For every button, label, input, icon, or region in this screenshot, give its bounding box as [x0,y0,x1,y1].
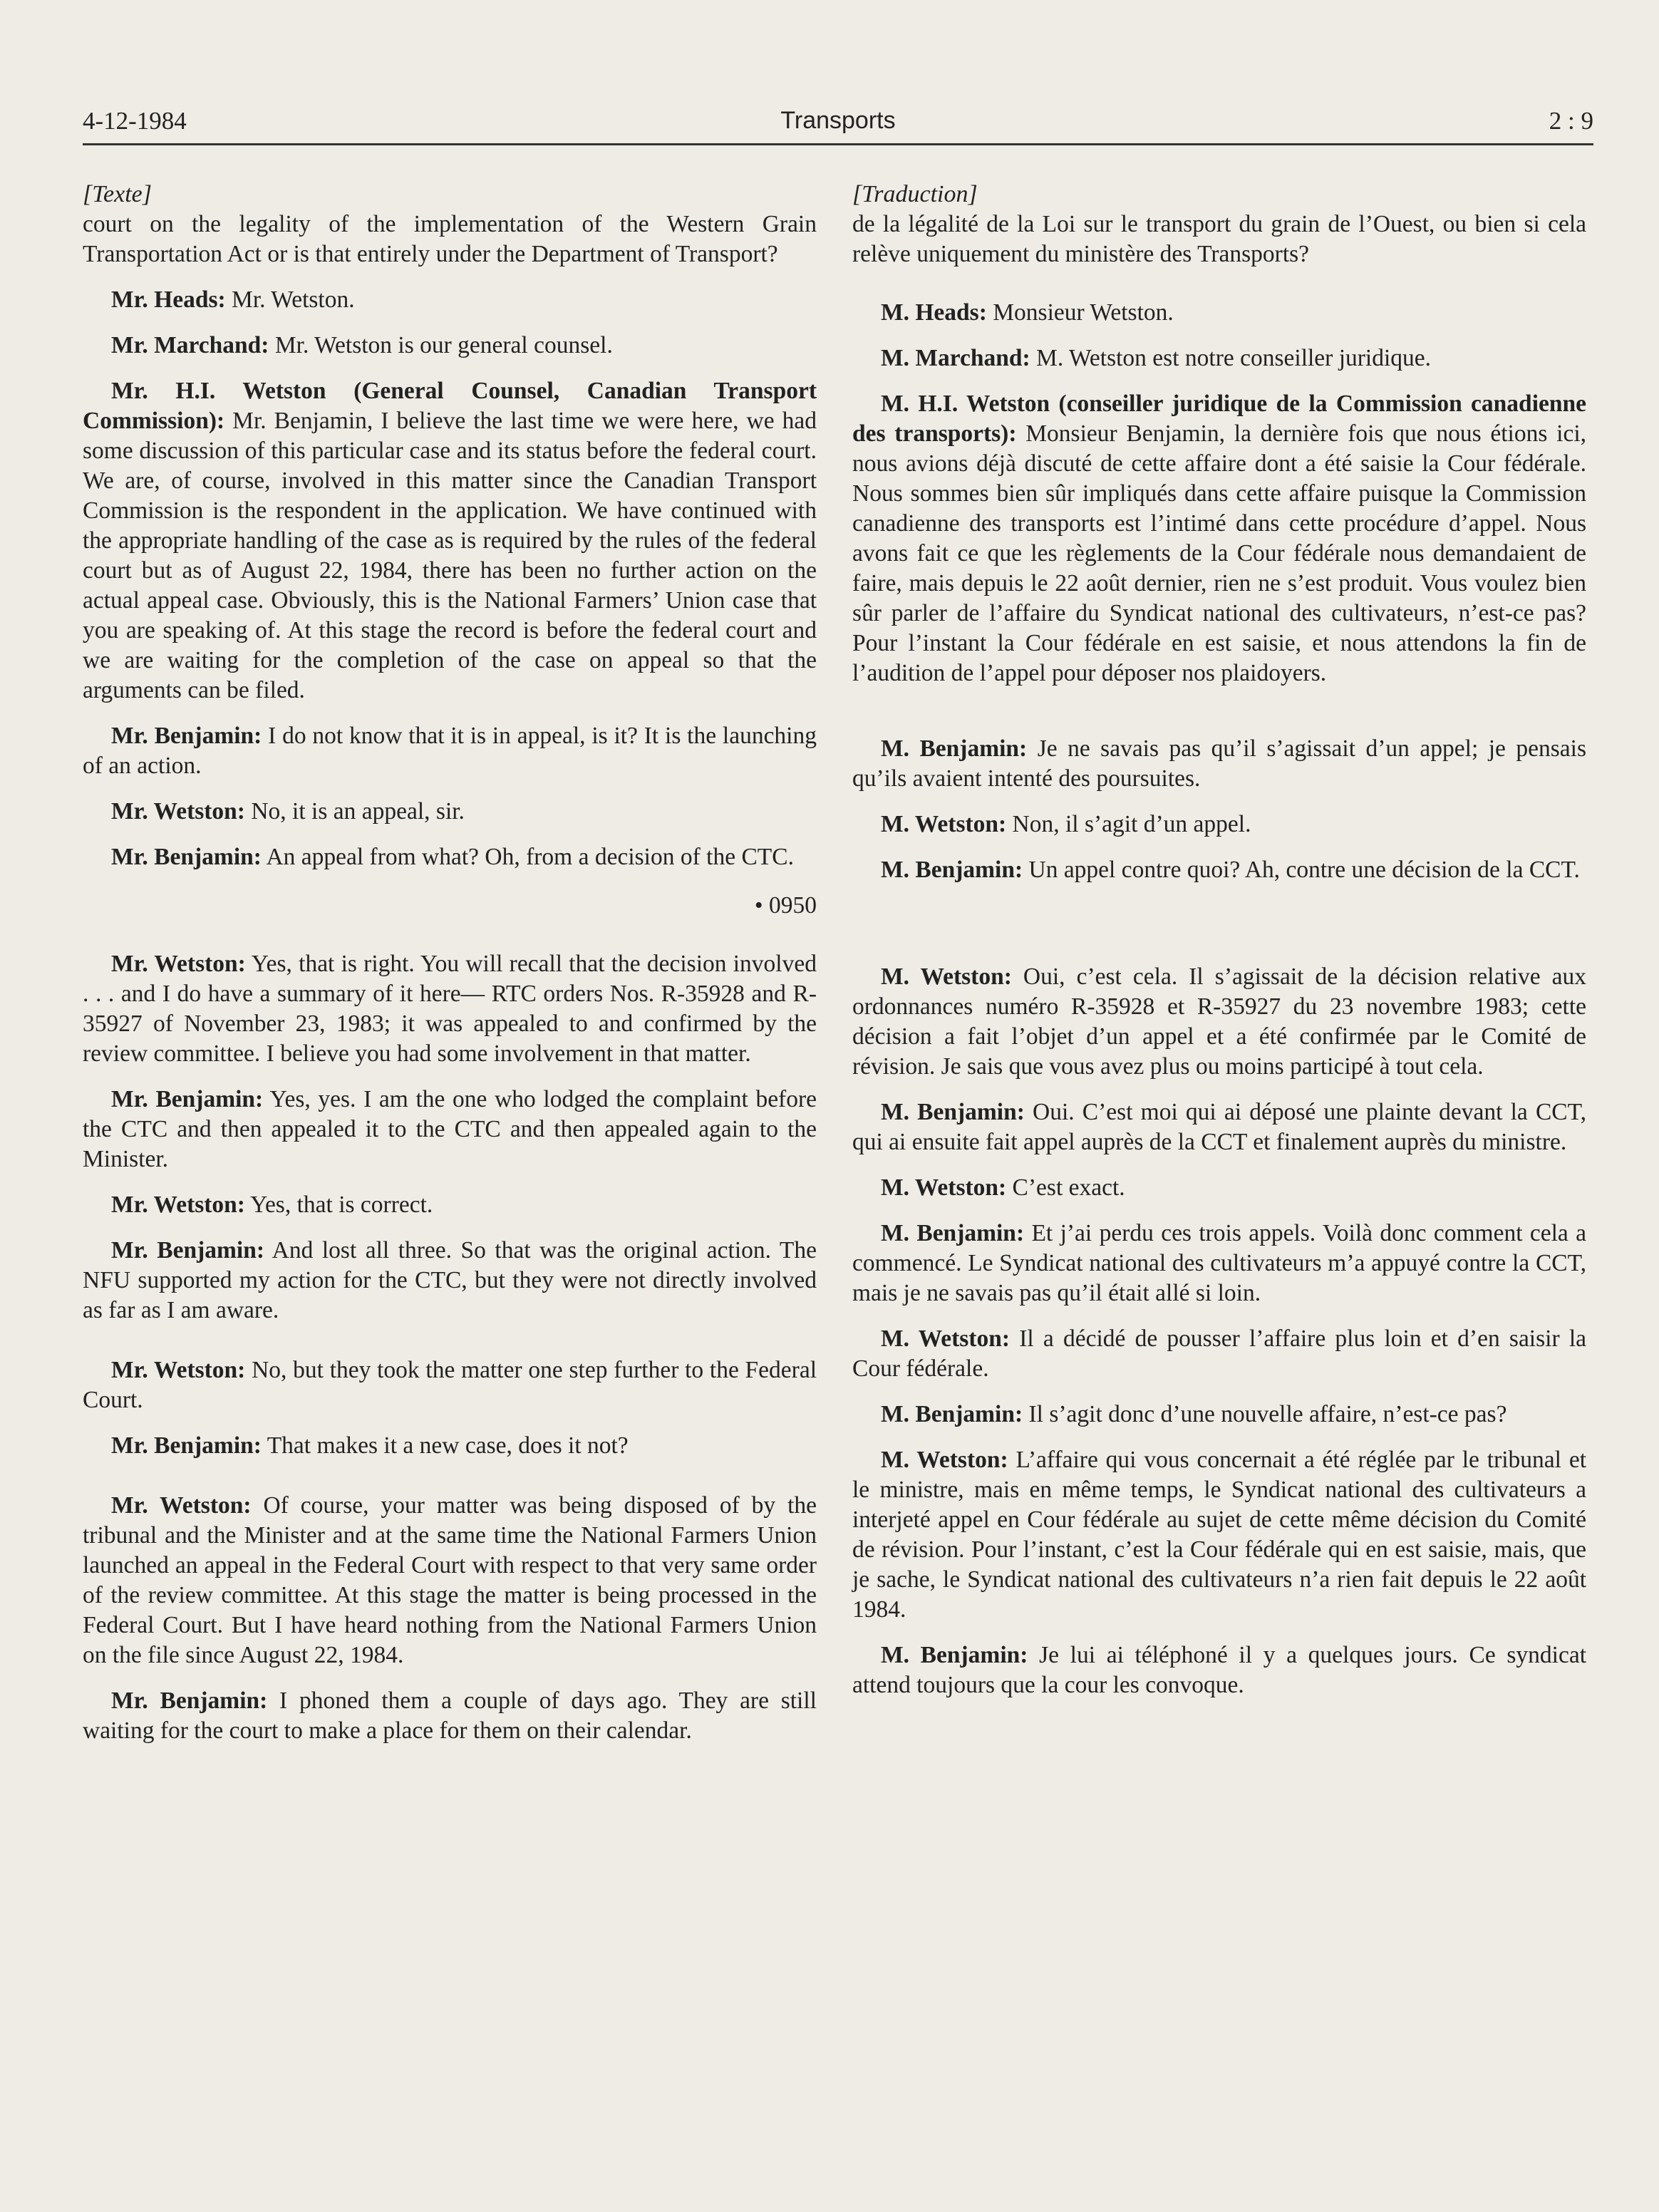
speech-paragraph: M. Benjamin: Je ne savais pas qu’il s’agissait d’un appel; je pensais qu’ils avaient intenté des poursuites. [852,735,1586,792]
speech-paragraph: Mr. Wetston: Yes, that is correct. [111,1192,433,1218]
speech-paragraph: M. Wetston: Oui, c’est cela. Il s’agissait de la décision relative aux ordonnances numéro R-35928 et R-35927 du 23 novembre 1983; cette décision a fait l’objet d’un appel et a été confirmée par le Comité de révision. Je sais que vous avez plus ou moins participé à tout cela. [852,963,1586,1080]
intro-paragraph: court on the legality of the implementation of the Western Grain Transportation Act or is that entirely under the Department of Transport? [83,211,817,267]
page-header [83,107,1593,144]
speech-paragraph: Mr. Benjamin: An appeal from what? Oh, from a decision of the CTC. [111,844,794,870]
header-page-number: 2 : 9 [1549,107,1593,135]
speech-paragraph: M. Benjamin: Et j’ai perdu ces trois appels. Voilà donc comment cela a commencé. Le Syndicat national des cultivateurs m’a appuyé contre la CCT, mais je ne savais pas qu’il était allé si loin. [852,1220,1587,1306]
time-marker: • 0950 [754,892,817,919]
column-marker: [Traduction] [852,181,978,207]
speech-paragraph: Mr. Benjamin: That makes it a new case, does it not? [111,1432,629,1459]
speech-paragraph: Mr. Wetston: Yes, that is right. You will recall that the decision involved . . . and I do have a summary of it here— RTC orders Nos. R-35928 and R-35927 of November 23, 1983; it was appealed to and confirmed by the review committee. I believe you had some involvement in that matter. [83,951,817,1067]
speech-paragraph: M. Benjamin: Il s’agit donc d’une nouvelle affaire, n’est-ce pas? [881,1401,1507,1427]
header-date: 4-12-1984 [83,107,187,135]
speech-paragraph: Mr. Wetston: No, it is an appeal, sir. [111,798,465,825]
header-rule [83,143,1593,145]
speech-paragraph: M. Wetston: L’affaire qui vous concernait a été réglée par le tribunal et le ministre, mais en même temps, le Syndicat national des cultivateurs a interjeté appel en Cour fédérale au sujet de cette même décision du Comité de révision. Pour l’instant, c’est la Cour fédérale qui en est saisie, mais, que je sache, le Syndicat national des cultivateurs n’a rien fait depuis le 22 août 1984. [852,1447,1587,1623]
speech-paragraph: M. Marchand: M. Wetston est notre conseiller juridique. [881,345,1432,371]
speech-paragraph: Mr. H.I. Wetston (General Counsel, Canadian Transport Commission): Mr. Benjamin, I believe the last time we were here, we had some discussion of this particular case and its status before the federal court. We are, of course, involved in this matter since the Canadian Transport Commission is the respondent in the application. We have continued with the appropriate handling of the case as is required by the rules of the federal court but as of August 22, 1984, there has been no further action on the actual appeal case. Obviously, this is the National Farmers’ Union case that you are speaking of. At this stage the record is before the federal court and we are waiting for the completion of the case on appeal so that the arguments can be filed. [83,378,817,703]
speech-paragraph: Mr. Wetston: Of course, your matter was being disposed of by the tribunal and the Minister and at the same time the National Farmers Union launched an appeal in the Federal Court with respect to that very same order of the review committee. At this stage the matter is being processed in the Federal Court. But I have heard nothing from the National Farmers Union on the file since August 22, 1984. [83,1492,817,1668]
speech-paragraph: M. H.I. Wetston (conseiller juridique de la Commission canadienne des transports): Monsieur Benjamin, la dernière fois que nous étions ici, nous avions déjà discuté de cette affaire dont a été saisie la Cour fédérale. Nous sommes bien sûr impliqués dans cette affaire puisque la Commission canadienne des transports est l’intimé dans cette procédure d’appel. Nous avons fait ce que les règlements de la Cour fédérale nous demandaient de faire, mais depuis le 22 août dernier, rien ne s’est produit. Vous voulez bien sûr parler de l’affaire du Syndicat national des cultivateurs, n’est-ce pas? Pour l’instant la Cour fédérale en est saisie, et nous attendons la fin de l’audition de l’appel pour déposer nos plaidoyers. [852,391,1586,686]
speech-paragraph: M. Wetston: C’est exact. [881,1174,1125,1201]
speech-paragraph: Mr. Benjamin: I phoned them a couple of days ago. They are still waiting for the court to make a place for them on their calendar. [83,1688,817,1744]
english-column [83,180,817,1762]
speech-paragraph: Mr. Wetston: No, but they took the matter one step further to the Federal Court. [83,1357,817,1413]
column-marker: [Texte] [83,181,152,207]
header-section: Transports [780,107,896,134]
speech-paragraph: Mr. Benjamin: I do not know that it is in appeal, is it? It is the launching of an action. [83,723,817,779]
speech-paragraph: M. Benjamin: Je lui ai téléphoné il y a quelques jours. Ce syndicat attend toujours que la cour les convoque. [852,1642,1586,1698]
speech-paragraph: Mr. Benjamin: Yes, yes. I am the one who lodged the complaint before the CTC and then appealed it to the CTC and then appealed again to the Minister. [83,1086,817,1172]
speech-paragraph: Mr. Heads: Mr. Wetston. [111,286,355,313]
speech-paragraph: M. Benjamin: Oui. C’est moi qui ai déposé une plainte devant la CCT, qui ai ensuite fait appel auprès de la CCT et finalement auprès du ministre. [852,1099,1586,1155]
speech-paragraph: M. Wetston: Non, il s’agit d’un appel. [881,811,1251,837]
intro-paragraph: de la légalité de la Loi sur le transport du grain de l’Ouest, ou bien si cela relève uniquement du ministère des Transports? [852,211,1586,267]
speech-paragraph: M. Wetston: Il a décidé de pousser l’affaire plus loin et d’en saisir la Cour fédérale. [852,1325,1586,1382]
french-column [852,180,1586,1716]
speech-paragraph: M. Benjamin: Un appel contre quoi? Ah, contre une décision de la CCT. [881,857,1580,883]
speech-paragraph: Mr. Benjamin: And lost all three. So that was the original action. The NFU supported my action for the CTC, but they were not directly involved as far as I am aware. [83,1237,817,1323]
speech-paragraph: Mr. Marchand: Mr. Wetston is our general counsel. [111,332,613,358]
speech-paragraph: M. Heads: Monsieur Wetston. [881,299,1174,326]
